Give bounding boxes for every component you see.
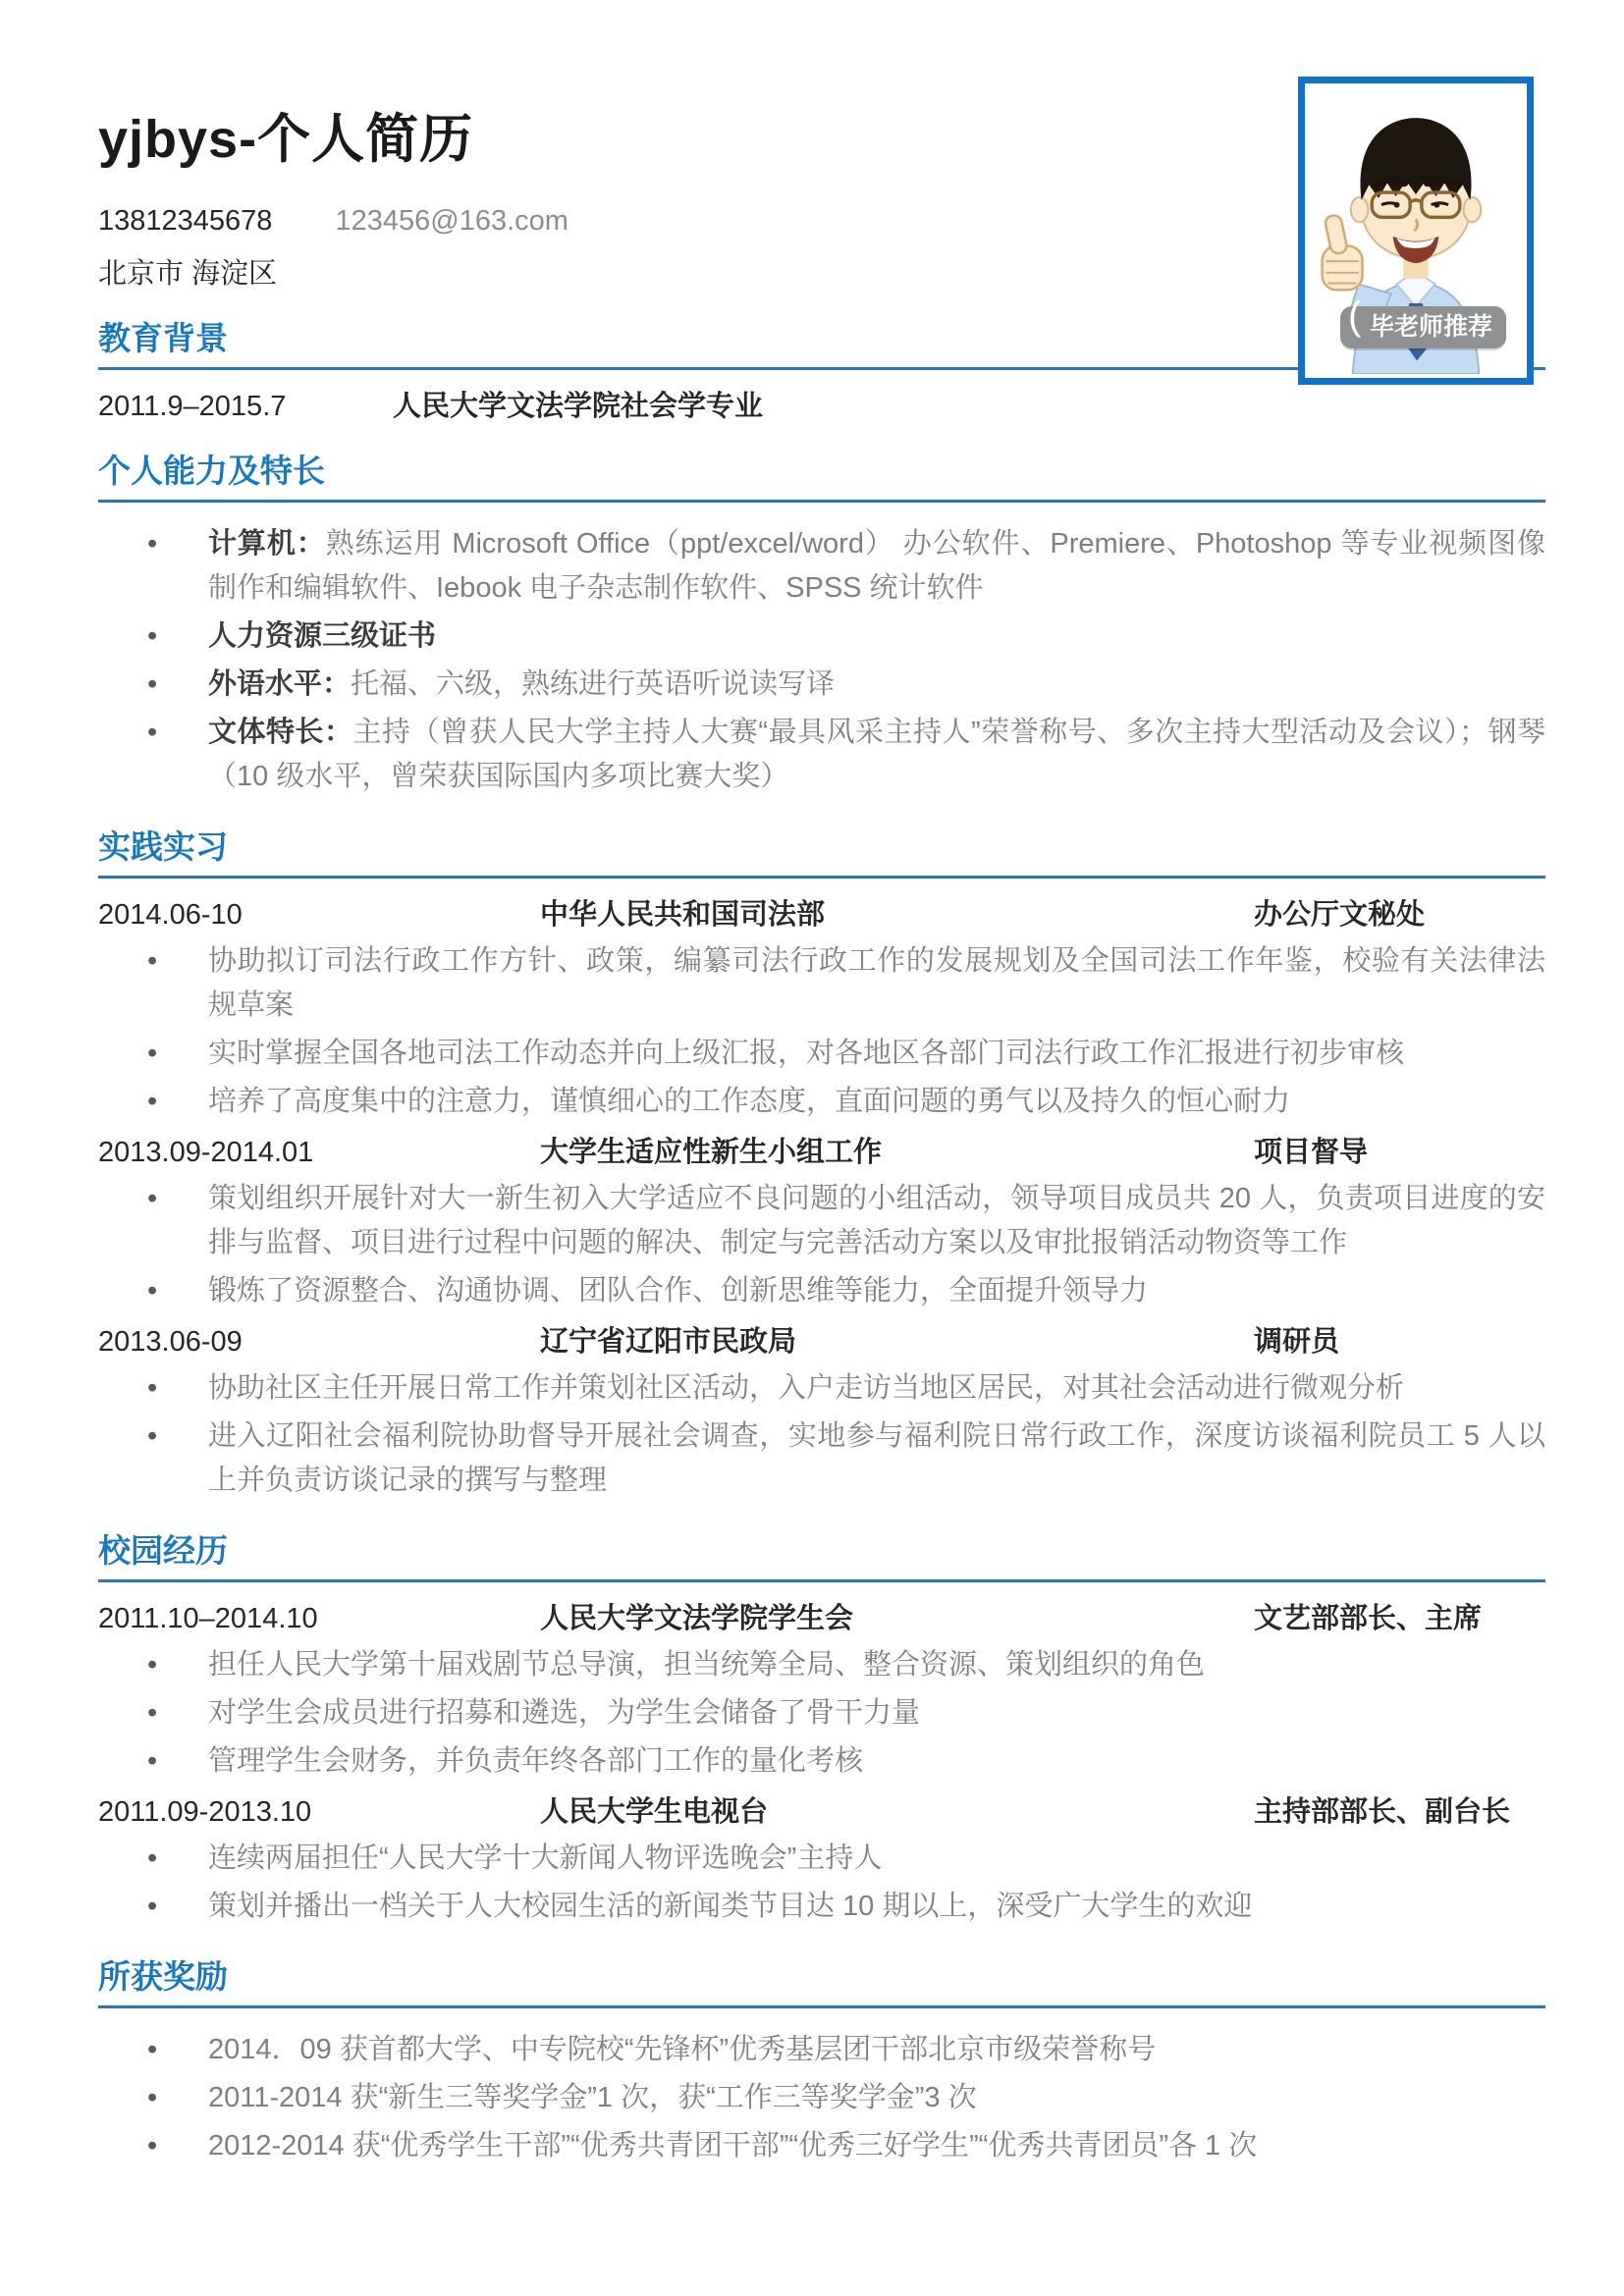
experience-bullet: • 实时掌握全国各地司法工作动态并向上级汇报，对各地区各部门司法行政工作汇报进行初步审核 (98, 1032, 1545, 1076)
section-practice (98, 828, 1545, 1503)
skill-item (98, 711, 1545, 799)
skill-text: 主持（曾获人民大学主持人大赛“最具风采主持人”荣誉称号、多次主持大型活动及会议）；钢琴（10 级水平，曾荣获国际国内多项比赛大奖） (208, 717, 1545, 792)
section-awards (98, 1958, 1545, 2168)
section-heading-education: 教育背景 (98, 320, 1545, 370)
campus-role: 文艺部部长、主席 (1254, 1603, 1483, 1634)
experience-bullet: • 协助拟订司法行政工作方针、政策，编纂司法行政工作的发展规划及全国司法工作年鉴，校验有关法律法规草案 (98, 939, 1545, 1028)
award-bullet: • 2014．09 获首都大学、中专院校“先锋杯”优秀基层团干部北京市级荣誉称号 (98, 2028, 1545, 2072)
experience-entry-header (98, 898, 1545, 932)
campus-bullet: • 连续两届担任“人民大学十大新闻人物评选晚会”主持人 (98, 1837, 1545, 1881)
experience-date: 2014.06-10 (98, 899, 243, 931)
experience-role: 调研员 (1254, 1326, 1340, 1358)
recommend-badge (1340, 306, 1506, 348)
experience-entry (98, 898, 1545, 1124)
section-campus (98, 1532, 1545, 1929)
campus-bullets (98, 1643, 1545, 1784)
section-heading-skills: 个人能力及特长 (98, 453, 1545, 503)
campus-entry-header (98, 1602, 1545, 1635)
skill-item (98, 663, 1545, 707)
experience-role: 办公厅文秘处 (1254, 899, 1426, 931)
experience-entry-header (98, 1325, 1545, 1359)
campus-bullets (98, 1837, 1545, 1929)
photo-frame (1298, 77, 1534, 385)
experience-bullets (98, 1177, 1545, 1313)
experience-bullet: • 锻炼了资源整合、沟通协调、团队合作、创新思维等能力，全面提升领导力 (98, 1269, 1545, 1313)
campus-date: 2011.10–2014.10 (98, 1603, 318, 1634)
campus-date: 2011.09-2013.10 (98, 1796, 312, 1828)
experience-date: 2013.06-09 (98, 1326, 243, 1358)
campus-bullet: • 对学生会成员进行招募和遴选，为学生会储备了骨干力量 (98, 1691, 1545, 1735)
campus-organization: 人民大学生电视台 (540, 1796, 769, 1828)
section-heading-practice: 实践实习 (98, 828, 1545, 879)
award-bullet: • 2011-2014 获“新生三等奖学金”1 次，获“工作三等奖学金”3 次 (98, 2076, 1545, 2120)
section-skills (98, 453, 1545, 799)
recommend-badge-label: 毕老师推荐 (1370, 313, 1493, 341)
skill-text: 托福、六级，熟练进行英语听说读写译 (351, 668, 836, 700)
campus-role: 主持部部长、副台长 (1254, 1796, 1511, 1828)
experience-entry-header (98, 1136, 1545, 1169)
experience-bullet: • 策划组织开展针对大一新生初入大学适应不良问题的小组活动，领导项目成员共 20 人，负责项目进度的安排与监督、项目进行过程中问题的解决、制定与完善活动方案以及审批报销活动物资等工作 (98, 1177, 1545, 1265)
skill-label: 文体特长： (208, 717, 353, 748)
experience-bullets (98, 939, 1545, 1124)
experience-bullets (98, 1366, 1545, 1503)
campus-list (98, 1602, 1545, 1929)
experience-entry (98, 1136, 1545, 1313)
education-entry (98, 390, 1545, 423)
campus-entry (98, 1795, 1545, 1929)
email-address: 123456@163.com (335, 205, 568, 237)
experience-organization: 辽宁省辽阳市民政局 (540, 1326, 797, 1358)
experience-bullet: • 协助社区主任开展日常工作并策划社区活动，入户走访当地区居民，对其社会活动进行微观分析 (98, 1366, 1545, 1411)
experience-organization: 中华人民共和国司法部 (540, 899, 826, 931)
education-date: 2011.9–2015.7 (98, 391, 287, 422)
phone-number: 13812345678 (98, 205, 273, 237)
campus-bullet: • 策划并播出一档关于人大校园生活的新闻类节目达 10 期以上，深受广大学生的欢迎 (98, 1885, 1545, 1929)
experience-role: 项目督导 (1254, 1137, 1369, 1168)
awards-list (98, 2028, 1545, 2168)
location: 北京市 海淀区 (98, 258, 278, 290)
skill-label: 人力资源三级证书 (208, 620, 437, 652)
skill-label: 计算机： (208, 528, 326, 560)
skill-label: 外语水平： (208, 668, 352, 700)
campus-entry (98, 1602, 1545, 1784)
campus-bullet: • 管理学生会财务，并负责年终各部门工作的量化考核 (98, 1739, 1545, 1784)
award-bullet: • 2012-2014 获“优秀学生干部”“优秀共青团干部”“优秀三好学生”“优秀共青团员”各 1 次 (98, 2124, 1545, 2168)
experience-date: 2013.09-2014.01 (98, 1137, 314, 1168)
experience-organization: 大学生适应性新生小组工作 (540, 1137, 883, 1168)
page-title: yjbys-个人简历 (98, 110, 474, 169)
skill-item (98, 614, 1545, 659)
section-heading-awards: 所获奖励 (98, 1958, 1545, 2008)
experience-bullet: • 培养了高度集中的注意力，谨慎细心的工作态度，直面问题的勇气以及持久的恒心耐力 (98, 1080, 1545, 1124)
campus-entry-header (98, 1795, 1545, 1829)
education-program: 人民大学文法学院社会学专业 (393, 391, 764, 422)
practice-list (98, 898, 1545, 1503)
skills-list (98, 522, 1545, 799)
skill-item (98, 522, 1545, 611)
campus-bullet: • 担任人民大学第十届戏剧节总导演，担当统筹全局、整合资源、策划组织的角色 (98, 1643, 1545, 1687)
experience-entry (98, 1325, 1545, 1503)
experience-bullet: • 进入辽阳社会福利院协助督导开展社会调查，实地参与福利院日常行政工作，深度访谈福利院员工 5 人以上并负责访谈记录的撰写与整理 (98, 1415, 1545, 1503)
skill-text: 熟练运用 Microsoft Office（ppt/excel/word） 办公软件、Premiere、Photoshop 等专业视频图像制作和编辑软件、Iebook 电子杂志制作软件、SPSS 统计软件 (208, 528, 1545, 604)
section-heading-campus: 校园经历 (98, 1532, 1545, 1582)
campus-organization: 人民大学文法学院学生会 (540, 1603, 854, 1634)
